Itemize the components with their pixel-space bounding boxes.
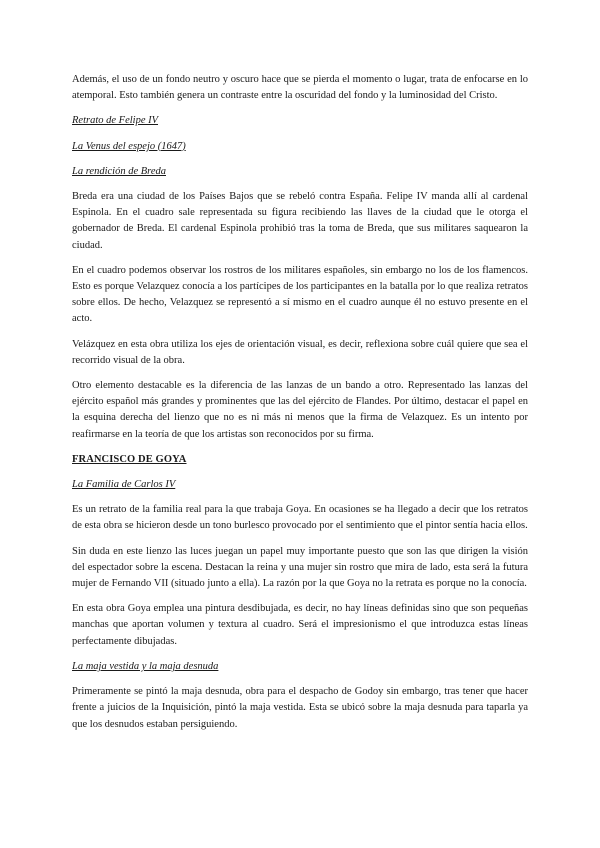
paragraph-breda-1: Breda era una ciudad de los Países Bajos que se rebeló contra España. Felipe IV manda allí al cardenal Espinola. En el cuadro sale representada su figura recibiendo las llaves de la ciudad que le otorga el gobernador de Breda. El cardenal Espinola prohibió tras la toma de Breda, que sus militares saquearon la ciudad.	[72, 191, 528, 251]
heading-venus-espejo: La Venus del espejo (1647)	[72, 140, 186, 152]
paragraph-intro: Además, el uso de un fondo neutro y oscuro hace que se pierda el momento o lugar, trata de enfocarse en lo atemporal. Esto también genera un contraste entre la oscuridad del fondo y la luminosidad del Cristo.	[72, 74, 528, 102]
paragraph-familia-3: En esta obra Goya emplea una pintura desdibujada, es decir, no hay líneas definidas sino que son pequeñas manchas que aportan volumen y textura al cuadro. Será el impresionismo el que introduzca estas líneas perfectamente dibujadas.	[72, 603, 528, 647]
paragraph-familia-1: Es un retrato de la familia real para la que trabaja Goya. En ocasiones se ha llegado a decir que los retratos de esta obra se hicieron desde un tono burlesco provocado por el sentimiento que el pintor sentía hacia ellos.	[72, 504, 528, 532]
section-title-goya: FRANCISCO DE GOYA	[72, 453, 187, 465]
paragraph-maja-1: Primeramente se pintó la maja desnuda, obra para el despacho de Godoy sin embargo, tras tener que hacer frente a juicios de la Inquisición, pintó la maja vestida. Esta se ubicó sobre la maja desnuda para taparla ya que los desnudos estaban persiguiendo.	[72, 686, 528, 730]
heading-maja: La maja vestida y la maja desnuda	[72, 660, 219, 672]
paragraph-breda-4: Otro elemento destacable es la diferencia de las lanzas de un bando a otro. Representado las lanzas del ejército español más grandes y prominentes que las del ejército de Flandes. Por último, destacar el papel en la esquina derecha del lienzo que no es ni más ni menos que la firma de Velazquez. Es un intento por reafirmarse en la teoría de que los artistas son reconocidos por su firma.	[72, 380, 528, 440]
heading-familia-carlos: La Familia de Carlos IV	[72, 479, 176, 491]
paragraph-familia-2: Sin duda en este lienzo las luces juegan un papel muy importante puesto que son las que dirigen la visión del espectador sobre la escena. Destacan la reina y una mujer sin rostro que mira de lado, esta será la futura mujer de Fernando VII (situado junto a ella). La razón por la que Goya no la retrata es porque no la conocía.	[72, 545, 528, 590]
heading-rendicion-breda: La rendición de Breda	[72, 165, 166, 177]
heading-retrato-felipe: Retrato de Felipe IV	[72, 115, 159, 127]
paragraph-breda-2: En el cuadro podemos observar los rostros de los militares españoles, sin embargo no los de los flamencos. Esto es porque Velazquez conocía a los partícipes de los participantes en la batalla por lo que realiza retratos sobre ellos. De hecho, Velazquez se representó a sí mismo en el cuadro aunque él no estuvo presente en el acto.	[72, 264, 528, 325]
paragraph-breda-3: Velázquez en esta obra utiliza los ejes de orientación visual, es decir, reflexiona sobre cuál quiere que sea el recorrido visual de la obra.	[72, 338, 528, 366]
